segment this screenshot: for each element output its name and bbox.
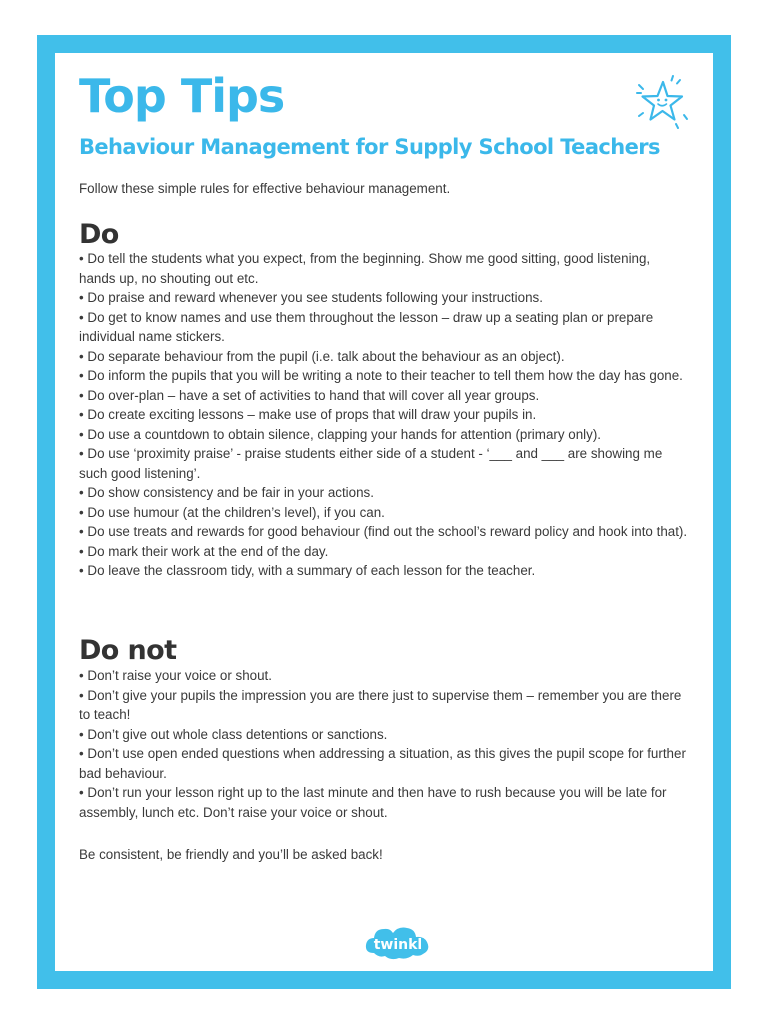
donot-item: • Don’t give out whole class detentions or sanctions. <box>79 726 388 742</box>
do-heading: Do <box>79 219 119 250</box>
intro-text: Follow these simple rules for effective behaviour management. <box>79 181 451 196</box>
do-item: • Do create exciting lessons – make use of props that will draw your pupils in. <box>79 407 537 422</box>
do-item: • Do get to know names and use them throughout the lesson – draw up a seating plan or prepare individual name stickers. <box>79 309 654 344</box>
donot-item: • Don’t give your pupils the impression you are there just to supervise them – remember you are there to teach! <box>79 687 682 722</box>
do-item: • Do use a countdown to obtain silence, clapping your hands for attention (primary only). <box>79 426 602 442</box>
page-subtitle: Behaviour Management for Supply School Teachers <box>79 135 660 159</box>
star-mascot-icon <box>629 71 693 135</box>
donot-list <box>79 666 689 822</box>
donot-item: • Don’t raise your voice or shout. <box>79 668 272 683</box>
page-title: Top Tips <box>79 69 285 123</box>
do-item: • Do praise and reward whenever you see students following your instructions. <box>79 290 543 305</box>
do-item: • Do use humour (at the children’s level), if you can. <box>79 504 385 520</box>
do-item: • Do mark their work at the end of the day. <box>79 543 329 559</box>
closing-text: Be consistent, be friendly and you’ll be asked back! <box>79 847 383 862</box>
do-list <box>79 249 689 581</box>
svg-text:twinkl: twinkl <box>373 937 423 953</box>
donot-item: • Don’t use open ended questions when addressing a situation, as this gives the pupil scope for further bad behaviour. <box>79 746 686 781</box>
document-page <box>55 53 713 971</box>
do-item: • Do show consistency and be fair in your actions. <box>79 485 374 500</box>
do-item: • Do leave the classroom tidy, with a summary of each lesson for the teacher. <box>79 563 536 578</box>
do-item: • Do use ‘proximity praise’ - praise students either side of a student - ‘___ and ___ are showing me such good listening’. <box>79 446 663 481</box>
do-item: • Do tell the students what you expect, from the beginning. Show me good sitting, good listening, hands up, no shouting out etc. <box>79 251 651 286</box>
donot-item: • Don’t run your lesson right up to the last minute and then have to rush because you will be late for assembly, lunch etc. Don’t raise your voice or shout. <box>79 785 667 820</box>
twinkl-logo <box>361 919 435 963</box>
donot-heading: Do not <box>79 635 177 666</box>
do-item: • Do inform the pupils that you will be writing a note to their teacher to tell them how the day has gone. <box>79 368 683 383</box>
do-item: • Do over-plan – have a set of activities to hand that will cover all year groups. <box>79 387 540 403</box>
do-item: • Do separate behaviour from the pupil (i.e. talk about the behaviour as an object). <box>79 348 565 364</box>
page-border <box>37 35 731 989</box>
do-item: • Do use treats and rewards for good behaviour (find out the school’s reward policy and hook into that). <box>79 524 688 539</box>
